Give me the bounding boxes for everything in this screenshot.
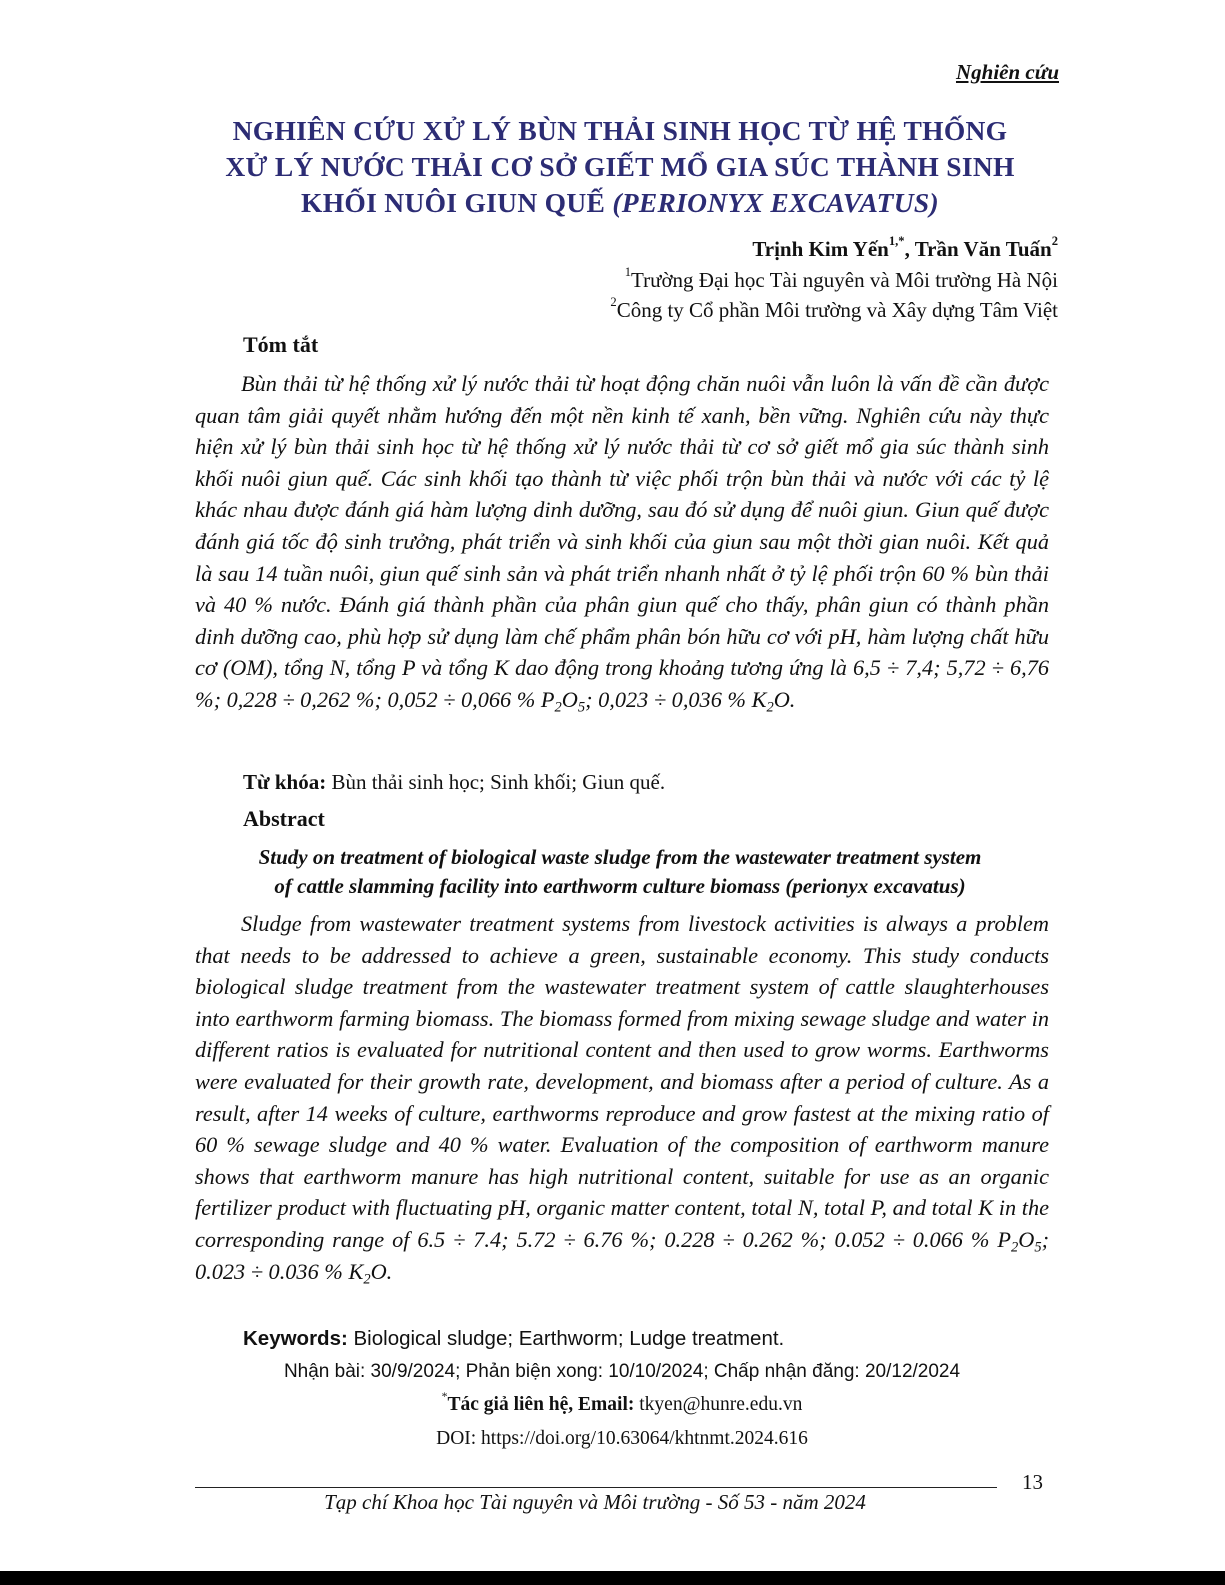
footer-divider <box>195 1487 997 1488</box>
affiliation-1 <box>624 265 1058 293</box>
author-list <box>752 234 1058 262</box>
author-1-affiliation-mark: 1,* <box>888 234 905 249</box>
abstract-en-heading: Abstract <box>243 806 325 831</box>
affiliation-2 <box>610 295 1058 323</box>
abstract-vn-o-text: O <box>561 686 578 712</box>
keywords-en-label: Keywords: <box>243 1327 348 1350</box>
abstract-vn-p-subscript: 2 <box>554 699 562 716</box>
abstract-en-tail-2: O. <box>370 1258 393 1284</box>
author-separator: , <box>904 237 915 261</box>
keywords-vn-list: Bùn thải sinh học; Sinh khối; Giun quế. <box>326 770 666 794</box>
affiliation-2-text: Công ty Cổ phần Môi trường và Xây dựng Tâm Việt <box>616 298 1058 322</box>
abstract-en-o-subscript: 5 <box>1034 1239 1042 1256</box>
corresponding-label: Tác giả liên hệ, Email: <box>447 1394 635 1415</box>
title-line-1: NGHIÊN CỨU XỬ LÝ BÙN THẢI SINH HỌC TỪ HỆ THỐNG <box>232 115 1008 146</box>
abstract-vn-k-subscript: 2 <box>766 699 774 716</box>
page-number: 13 <box>1022 1470 1043 1494</box>
corresponding-email[interactable]: tkyen@hunre.edu.vn <box>634 1394 803 1415</box>
keywords-en <box>243 1327 784 1351</box>
keywords-en-list: Biological sludge; Earthworm; Ludge treatment. <box>347 1327 785 1350</box>
section-label: Nghiên cứu <box>955 60 1059 84</box>
abstract-en-body <box>195 908 1049 1287</box>
abstract-en-text: Sludge from wastewater treatment systems from livestock activities is always a problem that needs to be addressed to achieve a green, sustainable economy. This study conducts biological sludge treatment from the wastewater treatment system of cattle slaughterhouses into earthworm farming biomass. The biomass formed from mixing sewage sludge and water in different ratios is evaluated for nutritional content and then used to grow worms. Earthworms were evaluated for their growth rate, development, and biomass after a period of culture. As a result, after 14 weeks of culture, earthworms reproduce and grow fastest at the mixing ratio of 60 % sewage sludge and 40 % water. Evaluation of the composition of earthworm manure shows that earthworm manure has high nutritional content, suitable for use as an organic fertilizer product with fluctuating pH, organic matter content, total N, total P, and total K in the corresponding range of 6.5 ÷ 7.4; 5.72 ÷ 6.76 %; 0.228 ÷ 0.262 %; 0.052 ÷ 0.066 % P <box>195 911 1049 1252</box>
author-1: Trịnh Kim Yến <box>752 237 889 261</box>
corresponding-mark: * <box>441 1390 448 1404</box>
abstract-vn-text: Bùn thải từ hệ thống xử lý nước thải từ hoạt động chăn nuôi vẫn luôn là vấn đề cần được quan tâm giải quyết nhằm hướng đến một nền kinh tế xanh, bền vững. Nghiên cứu này thực hiện xử lý bùn thải sinh học từ hệ thống xử lý nước thải từ cơ sở giết mổ gia súc thành sinh khối nuôi giun quế. Các sinh khối tạo thành từ việc phối trộn bùn thải và nước với các tỷ lệ khác nhau được đánh giá hàm lượng dinh dưỡng, sau đó sử dụng để nuôi giun. Giun quế được đánh giá tốc độ sinh trưởng, phát triển và sinh khối của giun sau một thời gian nuôi. Kết quả là sau 14 tuần nuôi, giun quế sinh sản và phát triển nhanh nhất ở tỷ lệ phối trộn 60 % bùn thải và 40 % nước. Đánh giá thành phần của phân giun quế cho thấy, phân giun có thành phần dinh dưỡng cao, phù hợp sử dụng làm chế phẩm phân bón hữu cơ với pH, hàm lượng chất hữu cơ (OM), tổng N, tổng P và tổng K dao động trong khoảng tương ứng là 6,5 ÷ 7,4; 5,72 ÷ 6,76 %; 0,228 ÷ 0,262 %; 0,052 ÷ 0,066 % P <box>195 371 1049 712</box>
abstract-en-p-subscript: 2 <box>1010 1239 1019 1256</box>
affiliation-1-mark: 1 <box>624 265 631 280</box>
title-line-2: XỬ LÝ NƯỚC THẢI CƠ SỞ GIẾT MỔ GIA SÚC THÀNH SINH <box>225 151 1015 182</box>
abstract-en-k-subscript: 2 <box>363 1270 371 1287</box>
corresponding-author <box>195 1390 1049 1416</box>
english-title-line-2: of cattle slamming facility into earthworm culture biomass (perionyx excavatus) <box>274 874 966 898</box>
article-title <box>180 113 1060 221</box>
author-2: Trần Văn Tuấn <box>914 237 1052 261</box>
abstract-vn-o-subscript: 5 <box>577 699 586 716</box>
abstract-vn-tail-1: ; 0,023 ÷ 0,036 % K <box>585 686 767 712</box>
abstract-vn-tail-2: O. <box>773 686 796 712</box>
abstract-en-tail-1: ; 0.023 ÷ 0.036 % K <box>195 1226 1049 1284</box>
affiliation-1-text: Trường Đại học Tài nguyên và Môi trường Hà Nội <box>630 268 1058 292</box>
title-line-3-main: KHỐI NUÔI GIUN QUẾ <box>301 187 613 218</box>
affiliation-2-mark: 2 <box>610 295 617 310</box>
scan-edge-bar <box>0 1571 1225 1585</box>
english-title <box>180 843 1060 901</box>
keywords-vn-label: Từ khóa: <box>243 770 327 794</box>
keywords-vn <box>243 770 665 795</box>
abstract-vn-body <box>195 368 1049 716</box>
author-2-affiliation-mark: 2 <box>1051 234 1058 249</box>
doi-link[interactable]: DOI: https://doi.org/10.63064/khtnmt.2024.616 <box>436 1428 808 1449</box>
title-species-name: (PERIONYX EXCAVATUS) <box>612 187 939 218</box>
abstract-vn-heading: Tóm tắt <box>243 332 319 357</box>
title-line-3 <box>180 185 1060 221</box>
journal-name: Tạp chí Khoa học Tài nguyên và Môi trường - Số 53 - năm 2024 <box>324 1490 866 1514</box>
abstract-en-o-text: O <box>1018 1226 1035 1252</box>
received-dates: Nhận bài: 30/9/2024; Phản biện xong: 10/10/2024; Chấp nhận đăng: 20/12/2024 <box>283 1361 961 1382</box>
english-title-line-1: Study on treatment of biological waste sludge from the wastewater treatment system <box>258 845 982 869</box>
